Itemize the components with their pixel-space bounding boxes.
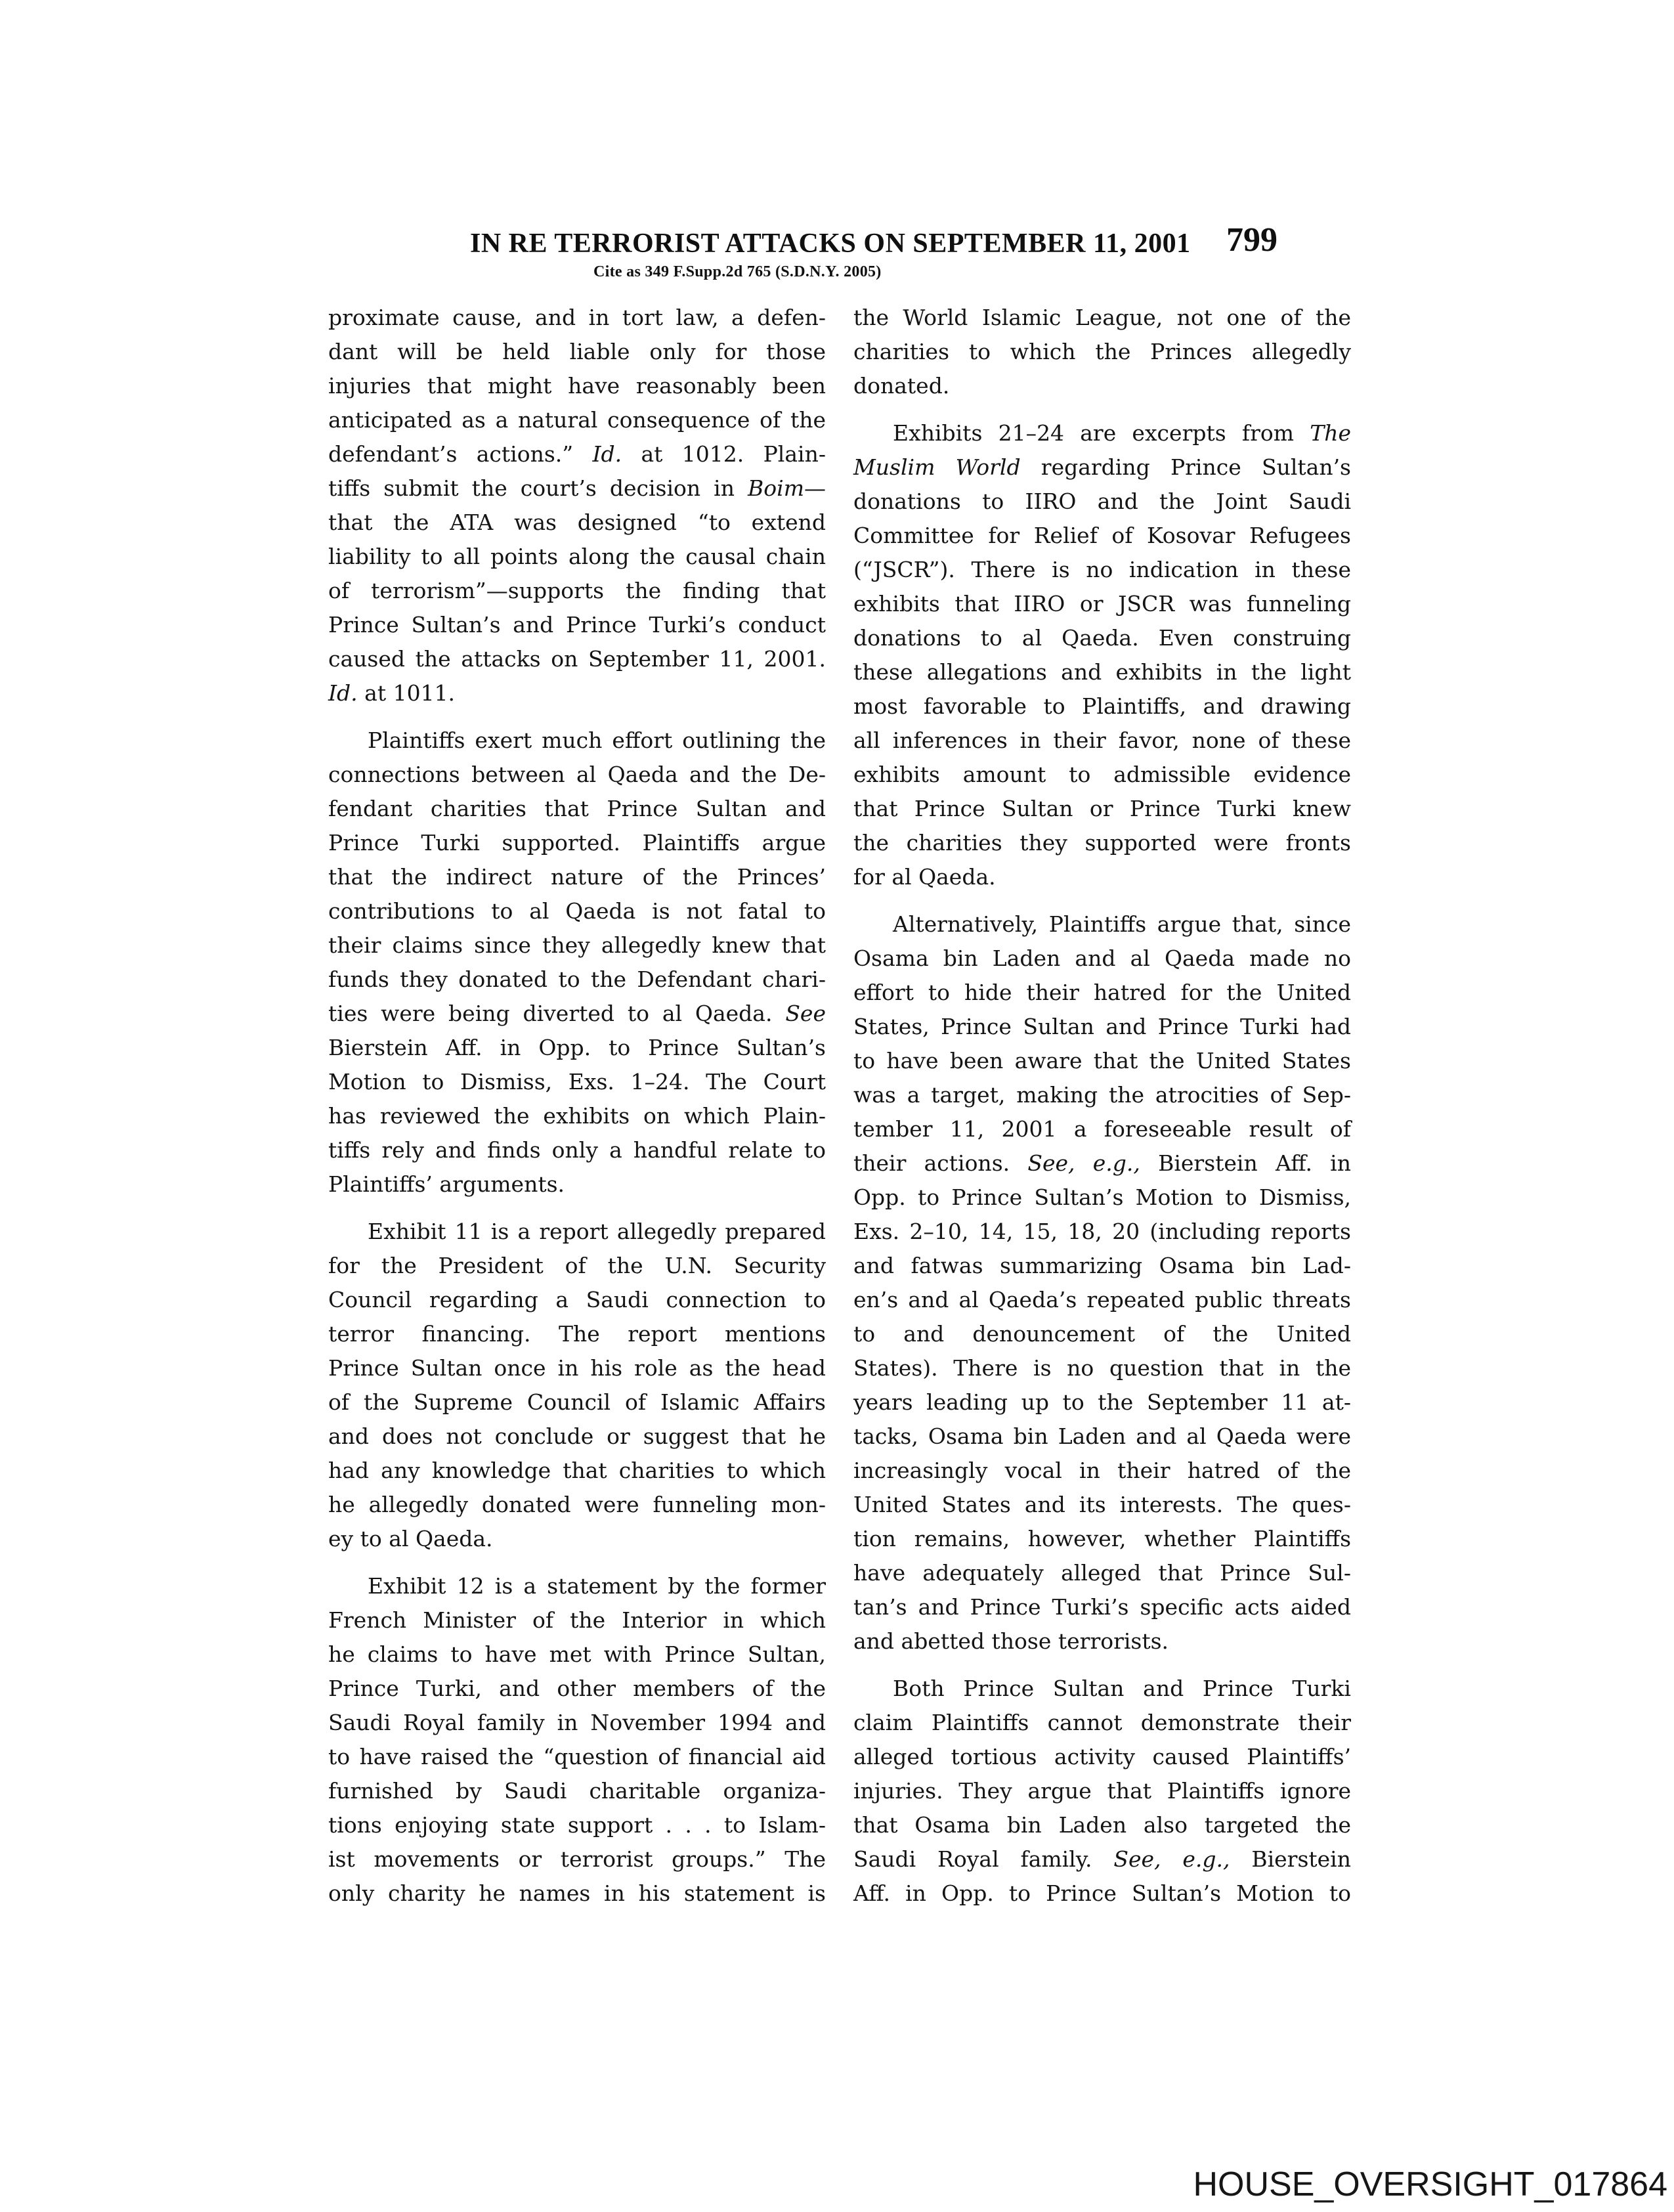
text-line: Both Prince Sultan and Prince Turki	[893, 1676, 1351, 1701]
text-line: Plaintiffs’ arguments.	[328, 1171, 565, 1197]
text-line: Prince Sultan’s and Prince Turki’s conduct	[328, 612, 826, 638]
text-line: dant will be held liable only for those	[328, 339, 826, 364]
text-line: tiffs rely and finds only a handful relate to	[328, 1137, 826, 1163]
text-line: Saudi Royal family in November 1994 and	[328, 1710, 826, 1735]
text-line: tacks, Osama bin Laden and al Qaeda were	[853, 1423, 1351, 1449]
paragraph	[328, 1215, 826, 1556]
text-line: exhibits amount to admissible evidence	[853, 762, 1351, 787]
text-line: Bierstein Aff. in Opp. to Prince Sultan’s	[328, 1035, 826, 1060]
text-line: to and denouncement of the United	[853, 1321, 1351, 1347]
text-line: donations to al Qaeda. Even construing	[853, 625, 1351, 651]
text-line: ist movements or terrorist groups.” The	[328, 1846, 826, 1872]
paragraph	[853, 301, 1351, 403]
text-line: of the Supreme Council of Islamic Affairs	[328, 1389, 826, 1415]
text-line: that Osama bin Laden also targeted the	[853, 1812, 1351, 1838]
text-line: donated.	[853, 373, 950, 399]
text-line: Exhibits 21–24 are excerpts from The	[893, 420, 1351, 446]
text-line: he allegedly donated were funneling mon-	[328, 1492, 826, 1517]
text-line: tan’s and Prince Turki’s specific acts aided	[853, 1594, 1351, 1620]
text-line: Osama bin Laden and al Qaeda made no	[853, 945, 1351, 971]
text-line: the World Islamic League, not one of the	[853, 305, 1351, 330]
text-line: these allegations and exhibits in the light	[853, 659, 1351, 685]
text-line: Alternatively, Plaintiffs argue that, since	[893, 911, 1351, 937]
text-line: ey to al Qaeda.	[328, 1526, 493, 1551]
italic-citation-text: See, e.g.,	[1027, 1150, 1140, 1176]
text-line: injuries that might have reasonably been	[328, 373, 826, 399]
text-line: Aff. in Opp. to Prince Sultan’s Motion to	[853, 1880, 1351, 1906]
text-line: tember 11, 2001 a foreseeable result of	[853, 1116, 1351, 1142]
text-line: Prince Turki supported. Plaintiffs argue	[328, 830, 826, 856]
text-line: Muslim World regarding Prince Sultan’s	[853, 454, 1351, 480]
text-line: liability to all points along the causal chain	[328, 544, 826, 569]
text-line: Opp. to Prince Sultan’s Motion to Dismiss,	[853, 1184, 1351, 1210]
paragraph	[853, 416, 1351, 894]
text-line: furnished by Saudi charitable organiza-	[328, 1778, 826, 1804]
text-line: only charity he names in his statement is	[328, 1880, 826, 1906]
text-line: defendant’s actions.” Id. at 1012. Plain-	[328, 441, 826, 467]
text-line: caused the attacks on September 11, 2001.	[328, 646, 826, 672]
text-line: tions enjoying state support . . . to Islam-	[328, 1812, 826, 1838]
text-line: years leading up to the September 11 at-	[853, 1389, 1351, 1415]
text-line: has reviewed the exhibits on which Plain-	[328, 1103, 826, 1129]
text-line: Exhibit 12 is a statement by the former	[368, 1573, 826, 1599]
text-line: Saudi Royal family. See, e.g., Bierstein	[853, 1846, 1351, 1872]
text-line: Motion to Dismiss, Exs. 1–24. The Court	[328, 1069, 826, 1095]
text-line: Plaintiffs exert much effort outlining the	[368, 727, 826, 753]
text-line: their claims since they allegedly knew that	[328, 932, 826, 958]
text-line: increasingly vocal in their hatred of the	[853, 1458, 1351, 1483]
italic-citation-text: Boim	[748, 475, 804, 501]
bates-stamp: HOUSE_OVERSIGHT_017864	[1193, 2165, 1667, 2203]
text-line: en’s and al Qaeda’s repeated public threats	[853, 1287, 1351, 1312]
text-line: and fatwas summarizing Osama bin Lad-	[853, 1253, 1351, 1278]
text-line: donations to IIRO and the Joint Saudi	[853, 488, 1351, 514]
text-line: connections between al Qaeda and the De-	[328, 762, 826, 787]
text-line: was a target, making the atrocities of Sep-	[853, 1082, 1351, 1108]
text-line: he claims to have met with Prince Sultan,	[328, 1641, 826, 1667]
text-line: tion remains, however, whether Plaintiffs	[853, 1526, 1351, 1551]
text-line: the charities they supported were fronts	[853, 830, 1351, 856]
italic-citation-text: Muslim World	[853, 454, 1021, 480]
paragraph	[853, 1672, 1351, 1911]
text-line: contributions to al Qaeda is not fatal to	[328, 898, 826, 924]
paragraph	[853, 907, 1351, 1659]
text-line: that the ATA was designed “to extend	[328, 510, 826, 535]
text-line: States, Prince Sultan and Prince Turki had	[853, 1014, 1351, 1039]
reporter-page-number: 799	[1226, 221, 1277, 259]
text-line: Exhibit 11 is a report allegedly prepared	[368, 1219, 826, 1244]
text-line: their actions. See, e.g., Bierstein Aff. in	[853, 1150, 1351, 1176]
left-text-column	[328, 301, 826, 1911]
text-line: and abetted those terrorists.	[853, 1628, 1169, 1654]
italic-citation-text: See	[785, 1001, 826, 1026]
text-line: that Prince Sultan or Prince Turki knew	[853, 796, 1351, 821]
text-line: terror financing. The report mentions	[328, 1321, 826, 1347]
text-line: States). There is no question that in the	[853, 1355, 1351, 1381]
text-line: Id. at 1011.	[328, 680, 456, 706]
text-line: funds they donated to the Defendant chari-	[328, 966, 826, 992]
text-line: Council regarding a Saudi connection to	[328, 1287, 826, 1312]
italic-citation-text: Id.	[592, 441, 622, 467]
text-line: ties were being diverted to al Qaeda. See	[328, 1001, 826, 1026]
text-line: have adequately alleged that Prince Sul-	[853, 1560, 1351, 1586]
italic-citation-text: See, e.g.,	[1113, 1846, 1230, 1872]
text-line: effort to hide their hatred for the United	[853, 980, 1351, 1005]
text-line: and does not conclude or suggest that he	[328, 1423, 826, 1449]
paragraph	[328, 1569, 826, 1911]
case-caption-running-head: IN RE TERRORIST ATTACKS ON SEPTEMBER 11, 2001	[470, 228, 1191, 259]
paragraph	[328, 301, 826, 710]
text-line: to have been aware that the United States	[853, 1048, 1351, 1073]
citation-line: Cite as 349 F.Supp.2d 765 (S.D.N.Y. 2005)	[593, 263, 882, 280]
text-line: to have raised the “question of financial aid	[328, 1744, 826, 1769]
text-line: Committee for Relief of Kosovar Refugees	[853, 523, 1351, 548]
text-line: of terrorism”—supports the finding that	[328, 578, 826, 603]
text-line: had any knowledge that charities to which	[328, 1458, 826, 1483]
text-line: tiffs submit the court’s decision in Boim—	[328, 475, 826, 501]
text-line: that the indirect nature of the Princes’	[328, 864, 826, 890]
text-line: claim Plaintiffs cannot demonstrate their	[853, 1710, 1351, 1735]
text-line: for the President of the U.N. Security	[328, 1253, 826, 1278]
text-line: charities to which the Princes allegedly	[853, 339, 1351, 364]
text-line: for al Qaeda.	[853, 864, 996, 890]
italic-citation-text: The	[1310, 420, 1351, 446]
text-line: fendant charities that Prince Sultan and	[328, 796, 826, 821]
text-line: (“JSCR”). There is no indication in these	[853, 557, 1351, 582]
text-line: anticipated as a natural consequence of the	[328, 407, 826, 433]
text-line: injuries. They argue that Plaintiffs ignore	[853, 1778, 1351, 1804]
text-line: Prince Sultan once in his role as the head	[328, 1355, 826, 1381]
text-line: Exs. 2–10, 14, 15, 18, 20 (including reports	[853, 1219, 1351, 1244]
text-line: proximate cause, and in tort law, a defen-	[328, 305, 826, 330]
italic-citation-text: Id.	[328, 680, 358, 706]
paragraph	[328, 724, 826, 1202]
right-text-column	[853, 301, 1351, 1911]
text-line: all inferences in their favor, none of these	[853, 727, 1351, 753]
text-line: United States and its interests. The ques-	[853, 1492, 1351, 1517]
text-line: alleged tortious activity caused Plaintiffs’	[853, 1744, 1351, 1769]
text-line: most favorable to Plaintiffs, and drawing	[853, 693, 1351, 719]
text-line: exhibits that IIRO or JSCR was funneling	[853, 591, 1351, 617]
text-line: Prince Turki, and other members of the	[328, 1676, 826, 1701]
text-line: French Minister of the Interior in which	[328, 1607, 826, 1633]
